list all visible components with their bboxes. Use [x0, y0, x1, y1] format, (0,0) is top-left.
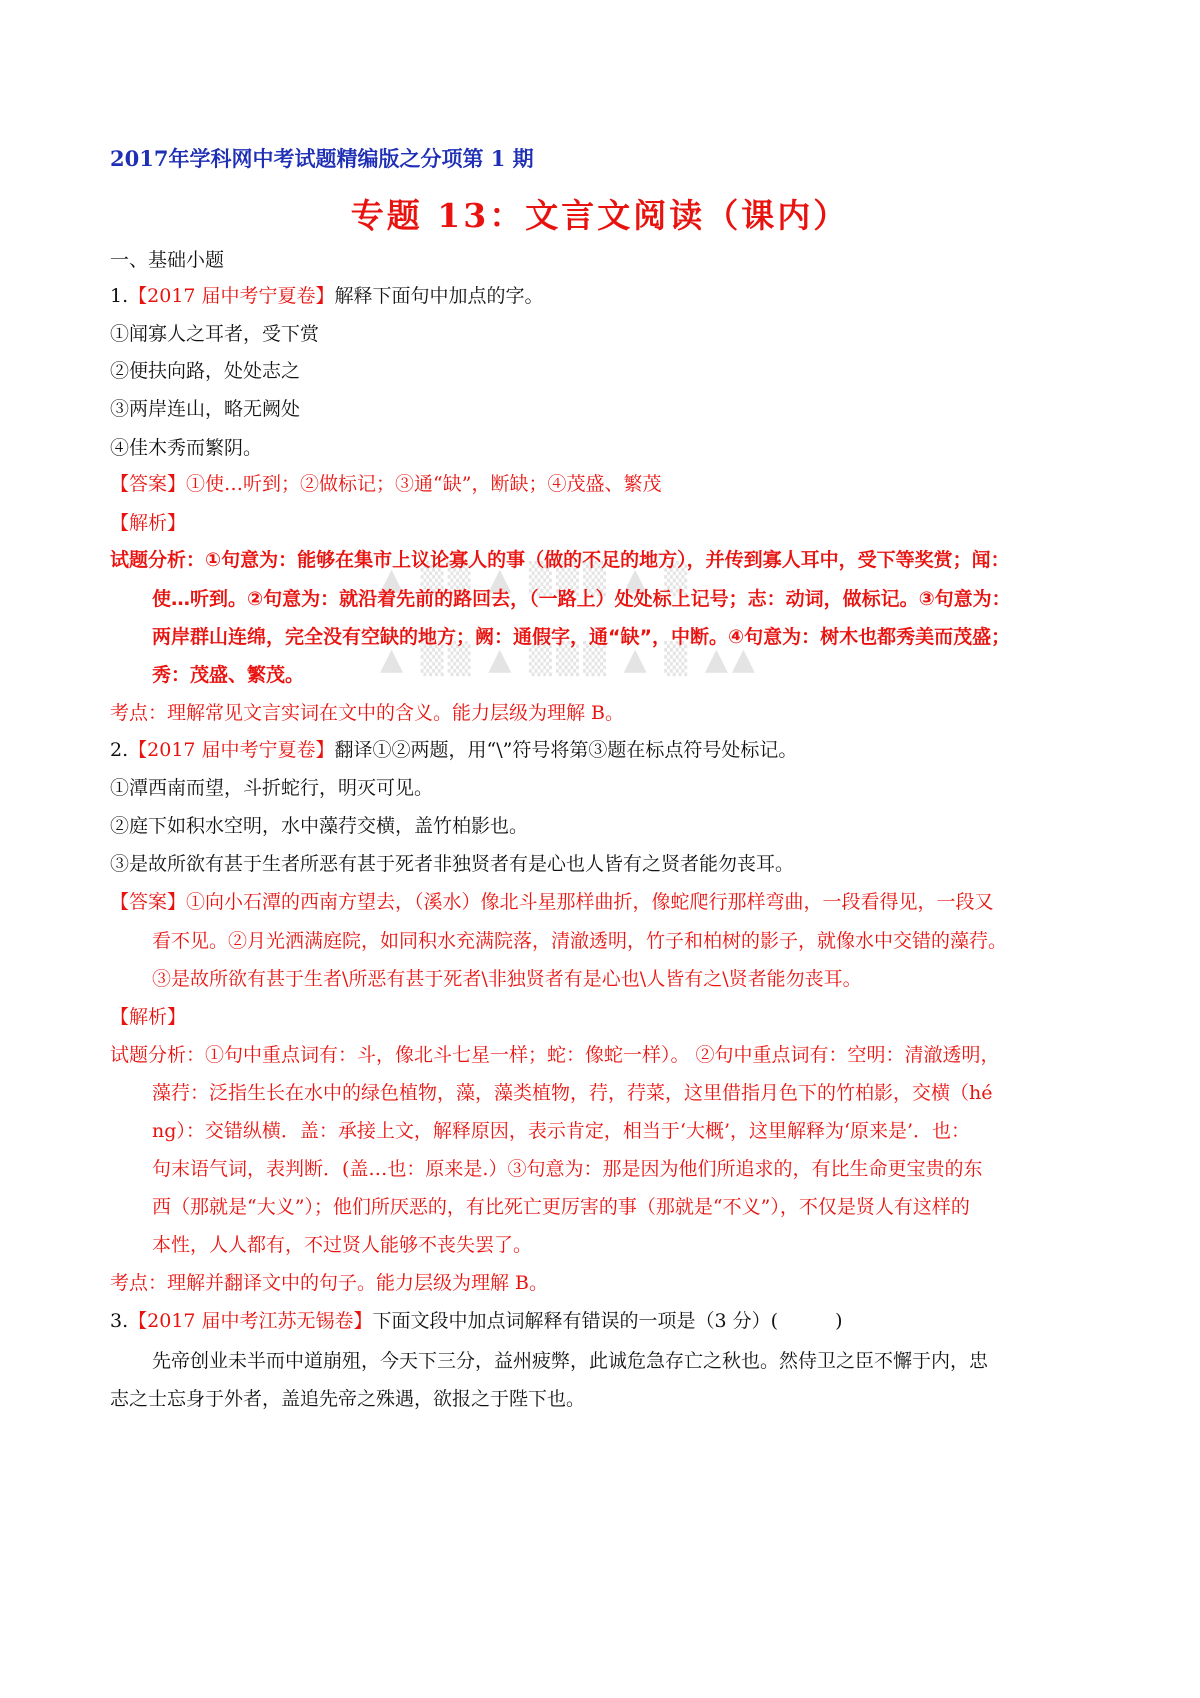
series-title: 2017年学科网中考试题精编版之分项第 1 期: [110, 146, 534, 171]
q1-item-1: ①闻寡人之耳者，受下赏: [110, 323, 320, 345]
q2-analysis-line-1: 试题分析：①句中重点词有：斗，像北斗七星一样；蛇：像蛇一样）。 ②句中重点词有：空明：清澈透明，: [110, 1044, 1000, 1066]
q2-item-2: ②庭下如积水空明，水中藻荇交横，盖竹柏影也。: [110, 815, 529, 837]
q2-item-1: ①潭西南而望，斗折蛇行，明灭可见。: [110, 777, 434, 799]
question-prompt: 下面文段中加点词解释有错误的一项是（3 分）( ): [372, 1310, 843, 1332]
q2-answer-line-1: [110, 890, 994, 914]
question-number: 1.: [110, 285, 129, 307]
question-number: 2.: [110, 739, 129, 761]
q2-analysis-line-3: ng）：交错纵横．盖：承接上文，解释原因，表示肯定，相当于‘大概’，这里解释为‘原来是’．也：: [152, 1120, 971, 1142]
watermark: ▲ ▒▒ ▲ ▒▒▒ ▲ ▒ ▲▲: [380, 642, 760, 677]
answer-text: ①向小石潭的西南方望去，（溪水）像北斗星那样曲折，像蛇爬行那样弯曲，一段看得见，一段又: [186, 891, 994, 913]
question-3: [110, 1309, 843, 1333]
q2-analysis-tag: 【解析】: [110, 1006, 187, 1028]
question-source: 【2017 届中考江苏无锡卷】: [128, 1310, 373, 1332]
question-source: 【2017 届中考宁夏卷】: [128, 739, 335, 761]
section-heading: 一、基础小题: [110, 249, 225, 271]
q2-analysis-line-6: 本性，人人都有，不过贤人能够不丧失罢了。: [152, 1234, 533, 1256]
q1-analysis-line-3: 两岸群山连绵，完全没有空缺的地方；阙：通假字，通“缺”，中断。④句意为：树木也都秀美而茂盛；: [152, 626, 1011, 648]
q1-item-2: ②便扶向路，处处志之: [110, 360, 301, 382]
question-1: [110, 284, 544, 308]
q3-passage-line-2: 志之士忘身于外者，盖追先帝之殊遇，欲报之于陛下也。: [110, 1388, 586, 1410]
q1-item-4: ④佳木秀而繁阴。: [110, 437, 263, 459]
q1-analysis-line-4: 秀：茂盛、繁茂。: [152, 664, 305, 686]
q2-item-3: ③是故所欲有甚于生者所恶有甚于死者非独贤者有是心也人皆有之贤者能勿丧耳。: [110, 853, 795, 875]
question-number: 3.: [110, 1310, 129, 1332]
q2-answer-line-3: ③是故所欲有甚于生者\所恶有甚于死者\非独贤者有是心也\人皆有之\贤者能勿丧耳。: [152, 968, 862, 990]
q1-analysis-tag: 【解析】: [110, 512, 187, 534]
q1-analysis-line-2: 使…听到。②句意为：就沿着先前的路回去，（一路上）处处标上记号；志：动词，做标记。③句意为：: [152, 588, 1011, 610]
answer-tag: 【答案】: [110, 473, 187, 495]
q2-analysis-line-5: 西（那就是“大义”）；他们所厌恶的，有比死亡更厉害的事（那就是“不义”），不仅是贤人有这样的: [152, 1196, 970, 1218]
question-2: [110, 738, 797, 762]
q1-analysis-line-1: 试题分析：①句意为：能够在集市上议论寡人的事（做的不足的地方），并传到寡人耳中，受下等奖赏；闻：: [110, 549, 1010, 571]
question-source: 【2017 届中考宁夏卷】: [128, 285, 335, 307]
q2-analysis-line-4: 句末语气词，表判断．(盖…也：原来是.）③句意为：那是因为他们所追求的，有比生命更宝贵的东: [152, 1158, 983, 1180]
q1-kaodian: 考点：理解常见文言实词在文中的含义。能力层级为理解 B。: [110, 702, 625, 724]
q2-analysis-line-2: 藻荇：泛指生长在水中的绿色植物，藻，藻类植物，荇，荇菜，这里借指月色下的竹柏影，交横（hé: [152, 1082, 993, 1104]
q1-item-3: ③两岸连山，略无阙处: [110, 398, 301, 420]
watermark: ▲ ▒▒ ▲ ▒▒▒ ▲ ▒: [380, 562, 692, 597]
q2-kaodian: 考点：理解并翻译文中的句子。能力层级为理解 B。: [110, 1272, 549, 1294]
document-title: 专题 13：文言文阅读（课内）: [350, 196, 850, 235]
q3-passage-line-1: 先帝创业未半而中道崩殂，今天下三分，益州疲弊，此诚危急存亡之秋也。然侍卫之臣不懈于内，忠: [152, 1350, 989, 1372]
q1-answer: [110, 472, 661, 496]
answer-tag: 【答案】: [110, 891, 187, 913]
question-prompt: 翻译①②两题，用“\”符号将第③题在标点符号处标记。: [334, 739, 798, 761]
q2-answer-line-2: 看不见。②月光洒满庭院，如同积水充满院落，清澈透明，竹子和柏树的影子，就像水中交错的藻荇。: [152, 930, 1008, 952]
question-prompt: 解释下面句中加点的字。: [334, 285, 544, 307]
answer-text: ①使…听到；②做标记；③通“缺”，断缺；④茂盛、繁茂: [186, 473, 662, 495]
